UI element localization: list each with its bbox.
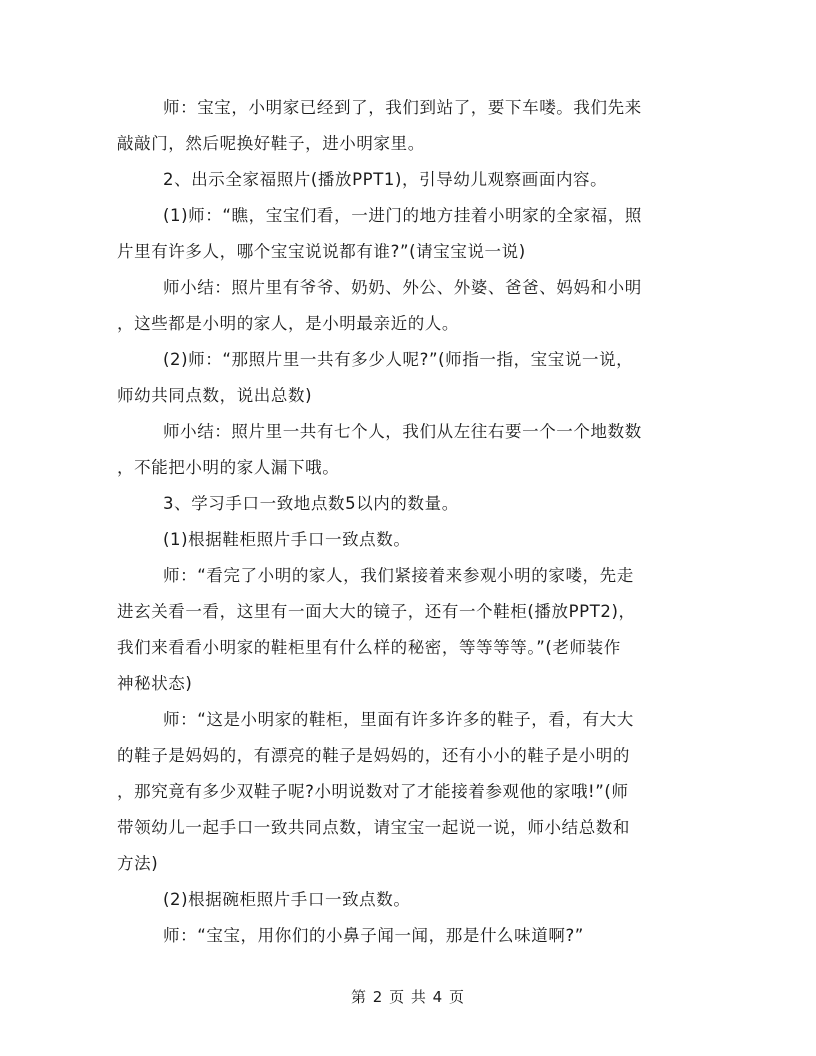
paragraph-line: 进玄关看一看，这里有一面大大的镜子，还有一个鞋柜(播放PPT2)， (117, 602, 636, 621)
page-number-footer: 第 2 页 共 4 页 (351, 988, 465, 1006)
paragraph-line: 师：宝宝，小明家已经到了，我们到站了，要下车喽。我们先来 (163, 98, 642, 117)
paragraph-line: (1)根据鞋柜照片手口一致点数。 (163, 530, 411, 549)
paragraph-line: 师：“这是小明家的鞋柜，里面有许多许多的鞋子，看，有大大 (163, 710, 634, 729)
paragraph-line: 敲敲门，然后呢换好鞋子，进小明家里。 (117, 134, 425, 153)
paragraph-line: (2)师：“那照片里一共有多少人呢?”(师指一指，宝宝说一说， (163, 350, 634, 369)
paragraph-line: 师幼共同点数，说出总数) (117, 386, 313, 405)
paragraph-line: 2、出示全家福照片(播放PPT1)，引导幼儿观察画面内容。 (163, 170, 608, 189)
paragraph-line: ，那究竟有多少双鞋子呢?小明说数对了才能接着参观他的家哦!”(师 (117, 782, 629, 801)
paragraph-line: 片里有许多人，哪个宝宝说说都有谁?”(请宝宝说一说) (117, 242, 526, 261)
paragraph-line: 方法) (117, 854, 159, 873)
paragraph-line: 师：“宝宝，用你们的小鼻子闻一闻，那是什么味道啊?” (163, 926, 584, 945)
paragraph-line: (1)师：“瞧，宝宝们看，一进门的地方挂着小明家的全家福，照 (163, 206, 642, 225)
paragraph-line: ，不能把小明的家人漏下哦。 (117, 458, 340, 477)
paragraph-line: (2)根据碗柜照片手口一致点数。 (163, 890, 411, 909)
paragraph-line: 我们来看看小明家的鞋柜里有什么样的秘密，等等等等。”(老师装作 (117, 638, 621, 657)
paragraph-line: ，这些都是小明的家人，是小明最亲近的人。 (117, 314, 459, 333)
paragraph-line: 师小结：照片里有爷爷、奶奶、外公、外婆、爸爸、妈妈和小明 (163, 278, 642, 297)
paragraph-line: 师小结：照片里一共有七个人，我们从左往右要一个一个地数数 (163, 422, 642, 441)
paragraph-line: 师：“看完了小明的家人，我们紧接着来参观小明的家喽，先走 (163, 566, 634, 585)
paragraph-line: 神秘状态) (117, 674, 193, 693)
paragraph-line: 的鞋子是妈妈的，有漂亮的鞋子是妈妈的，还有小小的鞋子是小明的 (117, 746, 630, 765)
paragraph-line: 3、学习手口一致地点数5以内的数量。 (163, 494, 459, 513)
paragraph-line: 带领幼儿一起手口一致共同点数，请宝宝一起说一说，师小结总数和 (117, 818, 630, 837)
